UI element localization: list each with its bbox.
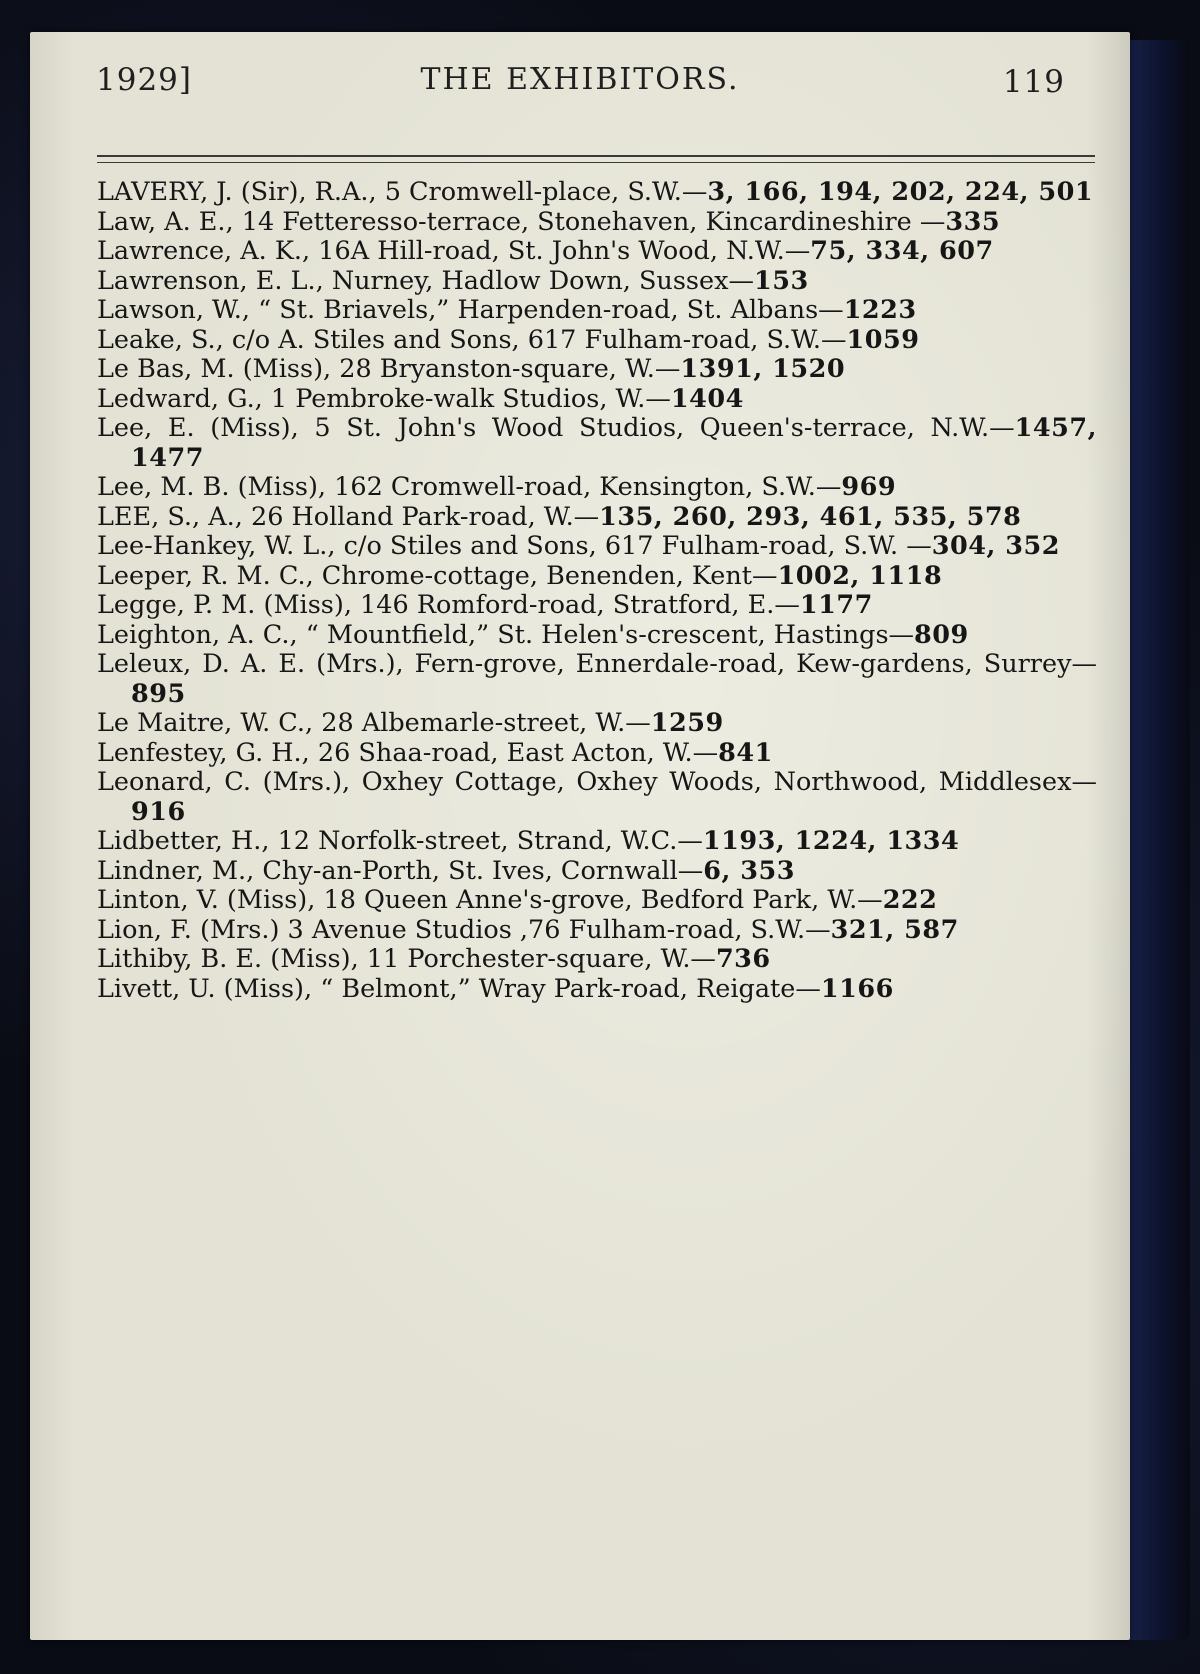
header-year: 1929] bbox=[96, 62, 192, 98]
exhibitor-entry bbox=[97, 739, 1097, 769]
exhibitor-address: 3 Avenue Studios ,76 Fulham-road, S.W.— bbox=[279, 914, 831, 945]
exhibitor-address: 5 St. John's Wood Studios, Queen's-terrace, N.W.— bbox=[298, 413, 1015, 443]
exhibitor-address: 146 Romford-road, Stratford, E.— bbox=[351, 590, 800, 620]
exhibitor-entry bbox=[97, 385, 1097, 415]
exhibitor-entry bbox=[97, 208, 1097, 238]
exhibitor-address: 14 Fetteresso-terrace, Stonehaven, Kincardineshire — bbox=[233, 206, 946, 237]
exhibit-numbers: 916 bbox=[131, 796, 186, 827]
exhibitor-name: Leleux, D. A. E. (Mrs.), bbox=[97, 649, 404, 679]
exhibitor-address: Oxhey Cottage, Oxhey Woods, Northwood, Middlesex— bbox=[350, 767, 1097, 797]
exhibitor-entry bbox=[97, 178, 1097, 208]
exhibitor-entry bbox=[97, 503, 1097, 533]
exhibitor-address: 28 Bryanston-square, W.— bbox=[331, 354, 681, 384]
exhibitor-entry bbox=[97, 945, 1097, 975]
exhibitor-entry bbox=[97, 886, 1097, 916]
exhibitor-address: Chrome-cottage, Benenden, Kent— bbox=[313, 560, 778, 591]
exhibit-numbers: 1177 bbox=[799, 590, 873, 620]
exhibit-numbers: 841 bbox=[718, 737, 773, 768]
exhibitor-name: Lindner, M., bbox=[97, 855, 255, 886]
exhibit-numbers: 1223 bbox=[843, 295, 917, 325]
exhibitor-name: Lawrence, A. K., bbox=[97, 236, 311, 266]
exhibitor-name: Leighton, A. C., bbox=[97, 619, 298, 650]
exhibitor-entry bbox=[97, 709, 1097, 739]
book-cover-edge bbox=[1120, 40, 1190, 1640]
exhibitor-address: 26 Holland Park-road, W.— bbox=[242, 501, 600, 532]
exhibitor-address: 5 Cromwell-place, S.W.— bbox=[376, 177, 708, 207]
exhibitor-name: Leonard, C. (Mrs.), bbox=[97, 767, 351, 797]
page-number: 119 bbox=[1002, 64, 1065, 100]
exhibitor-address: “ Mountfield,” St. Helen's-crescent, Hastings— bbox=[297, 619, 915, 650]
exhibitor-address: 28 Albemarle-street, W.— bbox=[313, 708, 651, 738]
exhibit-numbers: 1259 bbox=[650, 708, 724, 738]
exhibit-numbers: 1166 bbox=[820, 973, 894, 1004]
exhibitor-name: Lion, F. (Mrs.) bbox=[97, 914, 280, 945]
exhibit-numbers: 1404 bbox=[670, 383, 744, 414]
exhibit-numbers: 3, 166, 194, 202, 224, 501 bbox=[707, 177, 1094, 207]
exhibitor-address: “ St. Briavels,” Harpenden-road, St. Albans— bbox=[250, 295, 844, 325]
running-header bbox=[60, 62, 1100, 112]
exhibitor-name: Lawson, W., bbox=[97, 295, 250, 325]
header-rule-bottom bbox=[97, 162, 1095, 163]
exhibitor-name: Leeper, R. M. C., bbox=[97, 560, 314, 591]
exhibitor-entry bbox=[97, 532, 1097, 562]
exhibitor-entry bbox=[97, 562, 1097, 592]
exhibitor-name: Lawrenson, E. L., bbox=[97, 265, 324, 296]
exhibitor-address: c/o A. Stiles and Sons, 617 Fulham-road, S.W.— bbox=[223, 324, 847, 355]
exhibitor-address: Nurney, Hadlow Down, Sussex— bbox=[323, 265, 754, 296]
exhibit-numbers: 335 bbox=[945, 206, 1001, 237]
exhibitor-address: 18 Queen Anne's-grove, Bedford Park, W.— bbox=[315, 885, 883, 915]
exhibitor-address: 1 Pembroke-walk Studios, W.— bbox=[262, 383, 671, 414]
exhibitor-name: LAVERY, J. (Sir), R.A., bbox=[97, 177, 377, 207]
exhibitor-entry bbox=[97, 650, 1097, 709]
exhibit-numbers: 1193, 1224, 1334 bbox=[702, 826, 960, 856]
exhibitor-entry bbox=[97, 916, 1097, 946]
exhibitor-name: Linton, V. (Miss), bbox=[97, 885, 316, 915]
exhibit-numbers: 75, 334, 607 bbox=[810, 236, 994, 266]
exhibit-numbers: 1059 bbox=[846, 324, 920, 355]
exhibit-numbers: 969 bbox=[841, 472, 897, 502]
exhibitor-entry bbox=[97, 296, 1097, 326]
exhibitor-entry bbox=[97, 857, 1097, 887]
exhibitor-entry bbox=[97, 621, 1097, 651]
exhibitor-name: Ledward, G., bbox=[97, 383, 263, 414]
exhibitor-address: 26 Shaa-road, East Acton, W.— bbox=[309, 737, 719, 768]
exhibit-numbers: 1391, 1520 bbox=[680, 354, 846, 384]
exhibit-numbers: 304, 352 bbox=[931, 531, 1060, 561]
exhibitor-entry bbox=[97, 591, 1097, 621]
exhibit-numbers: 222 bbox=[882, 885, 938, 915]
exhibit-numbers: 135, 260, 293, 461, 535, 578 bbox=[599, 501, 1022, 532]
exhibitor-entry bbox=[97, 237, 1097, 267]
exhibit-numbers: 736 bbox=[715, 944, 771, 974]
exhibit-numbers: 895 bbox=[131, 678, 186, 709]
exhibitor-entry bbox=[97, 975, 1097, 1005]
exhibitor-entry bbox=[97, 768, 1097, 827]
header-title: THE EXHIBITORS. bbox=[420, 62, 740, 97]
exhibitor-entry bbox=[97, 473, 1097, 503]
exhibitor-address: 16A Hill-road, St. John's Wood, N.W.— bbox=[310, 236, 811, 266]
exhibit-numbers: 321, 587 bbox=[830, 914, 959, 945]
exhibitor-name: Leake, S., bbox=[97, 324, 224, 355]
exhibitor-list bbox=[97, 178, 1097, 1004]
exhibitor-name: LEE, S., A., bbox=[97, 501, 243, 532]
exhibitor-address: Chy-an-Porth, St. Ives, Cornwall— bbox=[254, 855, 704, 886]
header-rule-top bbox=[97, 155, 1095, 157]
exhibitor-name: Lee-Hankey, W. L., bbox=[97, 531, 336, 561]
exhibitor-address: 11 Porchester-square, W.— bbox=[358, 944, 716, 974]
exhibitor-entry bbox=[97, 414, 1097, 473]
exhibitor-address: “ Belmont,” Wray Park-road, Reigate— bbox=[312, 973, 821, 1004]
exhibitor-entry bbox=[97, 355, 1097, 385]
exhibit-numbers: 809 bbox=[914, 619, 969, 650]
exhibit-numbers: 6, 353 bbox=[703, 855, 795, 886]
exhibitor-name: Le Maitre, W. C., bbox=[97, 708, 314, 738]
exhibit-numbers: 1002, 1118 bbox=[777, 560, 943, 591]
exhibitor-entry bbox=[97, 827, 1097, 857]
exhibitor-name: Lidbetter, H., bbox=[97, 826, 270, 856]
exhibitor-address: 162 Cromwell-road, Kensington, S.W.— bbox=[326, 472, 842, 502]
exhibitor-name: Lenfestey, G. H., bbox=[97, 737, 310, 768]
exhibit-numbers: 1457, 1477 bbox=[131, 413, 1098, 473]
exhibitor-name: Legge, P. M. (Miss), bbox=[97, 590, 352, 620]
exhibitor-name: Lee, M. B. (Miss), bbox=[97, 472, 327, 502]
exhibitor-address: c/o Stiles and Sons, 617 Fulham-road, S.W. — bbox=[335, 531, 932, 561]
exhibitor-name: Le Bas, M. (Miss), bbox=[97, 354, 332, 384]
exhibitor-name: Livett, U. (Miss), bbox=[97, 973, 313, 1004]
exhibitor-entry bbox=[97, 267, 1097, 297]
exhibitor-name: Lithiby, B. E. (Miss), bbox=[97, 944, 359, 974]
exhibitor-name: Lee, E. (Miss), bbox=[97, 413, 299, 443]
exhibitor-name: Law, A. E., bbox=[97, 206, 234, 237]
exhibit-numbers: 153 bbox=[754, 265, 809, 296]
exhibitor-address: 12 Norfolk-street, Strand, W.C.— bbox=[269, 826, 703, 856]
exhibitor-entry bbox=[97, 326, 1097, 356]
exhibitor-address: Fern-grove, Ennerdale-road, Kew-gardens, Surrey— bbox=[403, 649, 1097, 679]
